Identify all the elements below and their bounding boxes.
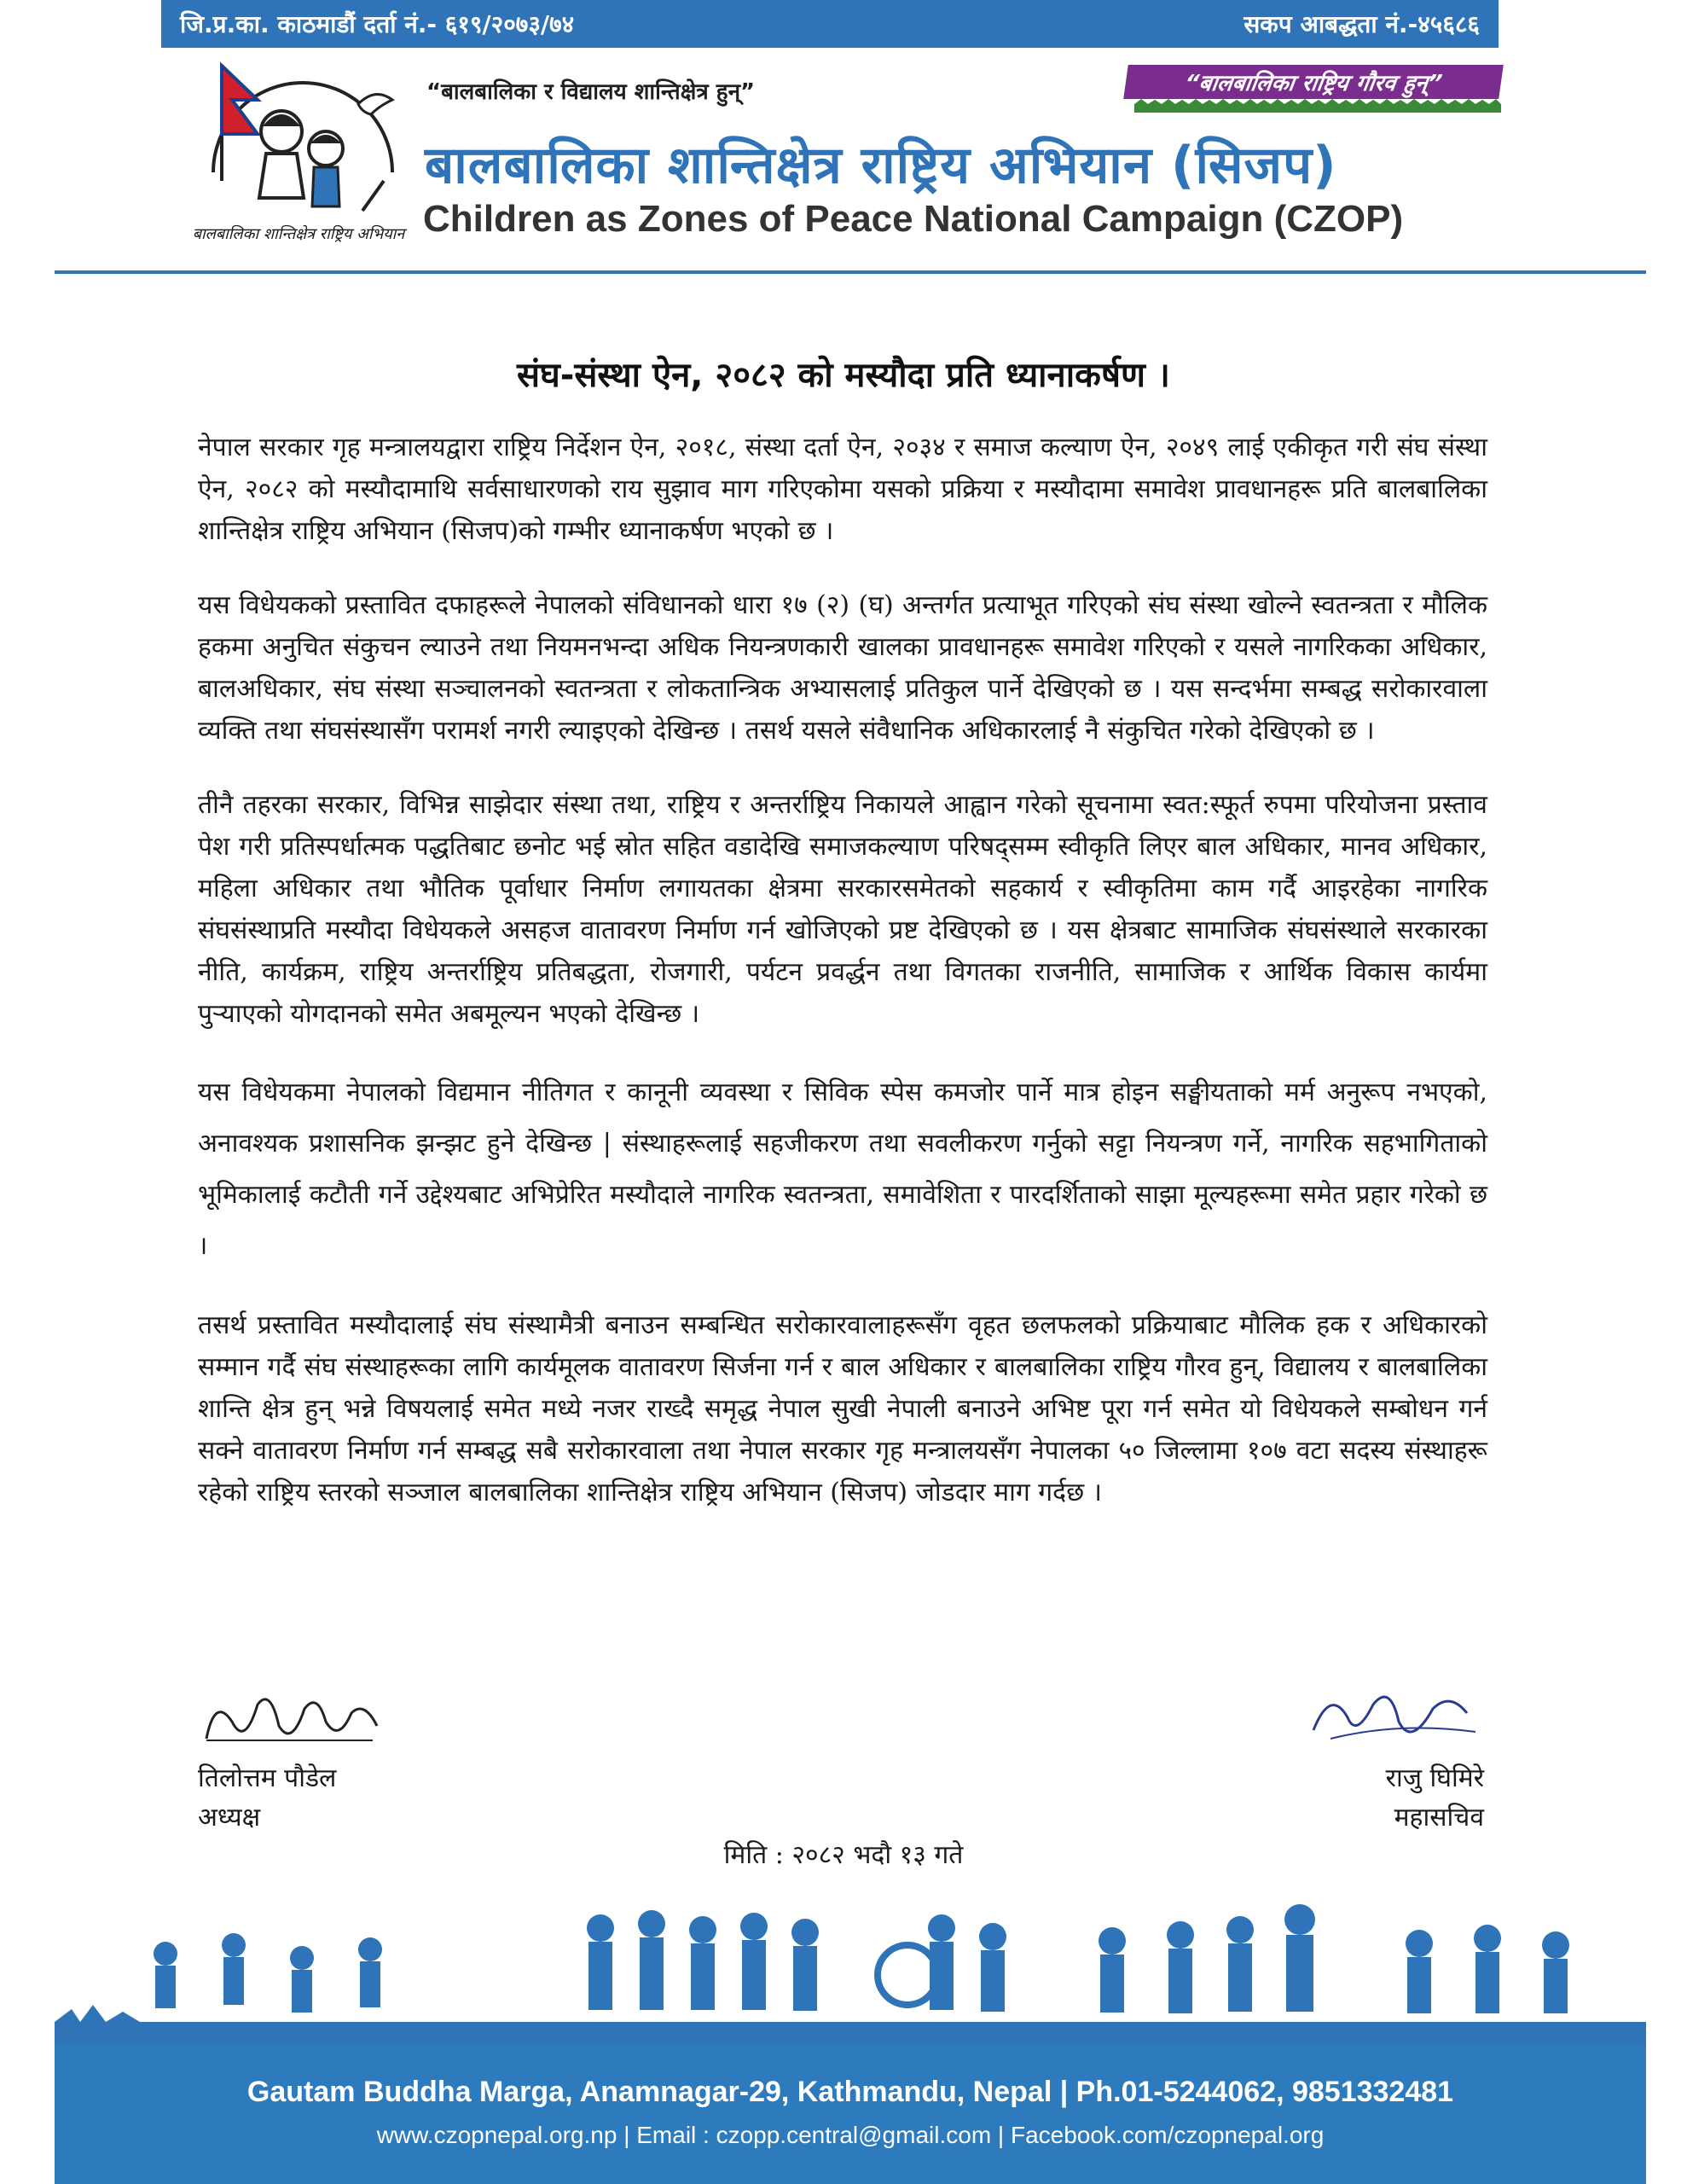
signature-right-icon — [1296, 1679, 1484, 1756]
header-divider — [55, 270, 1646, 274]
registration-bar — [161, 0, 1499, 48]
slogan-right — [1123, 65, 1504, 99]
signatory-left-title: अध्यक्ष — [198, 1803, 261, 1833]
signature-left-icon — [198, 1679, 386, 1756]
registration-right: सकप आबद्धता नं.-४५६८६ — [1244, 10, 1480, 38]
logo-caption: बालबालिका शान्तिक्षेत्र राष्ट्रिय अभियान — [192, 225, 405, 243]
footer-contact-bar — [55, 2043, 1646, 2184]
footer-address: Gautam Buddha Marga, Anamnagar-29, Kathmandu, Nepal | Ph.01-5244062, 9851332481 — [246, 2076, 1454, 2108]
footer-contacts: www.czopnepal.org.np | Email : czopp.central@gmail.com | Facebook.com/czopnepal.org — [376, 2122, 1325, 2148]
signatory-right-name: राजु घिमिरे — [1385, 1763, 1484, 1793]
paragraph-1: नेपाल सरकार गृह मन्त्रालयद्वारा राष्ट्रिय निर्देशन ऐन, २०१८, संस्था दर्ता ऐन, २०३४ र समाज कल्याण ऐन, २०४९ लाई एकीकृत गरी संघ संस्था ऐन, २०८२ को मस्यौदामाथि सर्वसाधारणको राय सुझाव माग गरिएकोमा यसको प्रक्रिया र मस्यौदामा समावेश प्रावधानहरू प्रति बालबालिका शान्तिक्षेत्र राष्ट्रिय अभियान (सिजप)को गम्भीर ध्यानाकर्षण भएको छ । — [198, 433, 1487, 546]
signature-block-right — [1296, 1679, 1484, 1838]
signatory-right-title: महासचिव — [1394, 1803, 1484, 1833]
registration-left: जि.प्र.का. काठमाडौं दर्ता नं.- ६१९/२०७३/७४ — [180, 10, 575, 38]
grass-decoration — [1134, 99, 1501, 113]
paragraph-4: यस विधेयकमा नेपालको विद्यमान नीतिगत र कानूनी व्यवस्था र सिविक स्पेस कमजोर पार्ने मात्र होइन सङ्घीयताको मर्म अनुरूप नभएको, अनावश्यक प्रशासनिक झन्झट हुने देखिन्छ | संस्थाहरूलाई सहजीकरण तथा सवलीकरण गर्नुको सट्टा नियन्त्रण गर्ने, नागरिक सहभागिताको भूमिकालाई कटौती गर्ने उद्देश्यबाट अभिप्रेरित मस्यौदाले नागरिक स्वतन्त्रता, समावेशिता र पारदर्शिताको साझा मूल्यहरूमा समेत प्रहार गरेको छ । — [198, 1077, 1487, 1261]
paragraph-5: तसर्थ प्रस्तावित मस्यौदालाई संघ संस्थामैत्री बनाउन सम्बन्धित सरोकारवालाहरूसँग वृहत छलफलको प्रक्रियाबाट मौलिक हक र अधिकारको सम्मान गर्दै संघ संस्थाहरूका लागि कार्यमूलक वातावरण सिर्जना गर्न र बाल अधिकार र बालबालिका राष्ट्रिय गौरव हुन्, विद्यालय र बालबालिका शान्ति क्षेत्र हुन् भन्ने विषयलाई समेत मध्ये नजर राख्दै समृद्ध नेपाल सुखी नेपाली बनाउने अभिष्ट पूरा गर्न समेत यो विधेयकले सम्बोधन गर्न सक्ने वातावरण निर्माण गर्न सम्बद्ध सबै सरोकारवाला तथा नेपाल सरकार गृह मन्त्रालयसँग नेपालका ५० जिल्लामा १०७ वटा सदस्य संस्थाहरू रहेको राष्ट्रिय स्तरको सञ्जाल बालबालिका शान्तिक्षेत्र राष्ट्रिय अभियान (सिजप) जोडदार माग गर्दछ । — [198, 1310, 1487, 1507]
letter-body — [198, 427, 1487, 1546]
slogan-left: “बालबालिका र विद्यालय शान्तिक्षेत्र हुन्” — [426, 79, 756, 105]
signatory-left-name: तिलोत्तम पौडेल — [198, 1763, 337, 1793]
letter-subject: संघ-संस्था ऐन, २०८२ को मस्यौदा प्रति ध्यानाकर्षण । — [517, 356, 1170, 395]
children-silhouette-decoration — [55, 1894, 1646, 2048]
paragraph-2: यस विधेयकको प्रस्तावित दफाहरूले नेपालको संविधानको धारा १७ (२) (घ) अन्तर्गत प्रत्याभूत गरिएको संघ संस्था खोल्ने स्वतन्त्रता र मौलिक हकमा अनुचित संकुचन ल्याउने तथा नियमनभन्दा अधिक नियन्त्रणकारी खालका प्रावधानहरू समावेश गरिएको र यसले नागरिकका अधिकार, बालअधिकार, संघ संस्था सञ्चालनको स्वतन्त्रता र लोकतान्त्रिक अभ्यासलाई प्रतिकुल पार्ने देखिएको छ । यस सन्दर्भमा सम्बद्ध सरोकारवाला व्यक्ति तथा संघसंस्थासँग परामर्श नगरी ल्याइएको देखिन्छ । तसर्थ यसले संवैधानिक अधिकारलाई नै संकुचित गरेको देखिएको छ । — [198, 590, 1487, 746]
paragraph-3: तीनै तहरका सरकार, विभिन्न साझेदार संस्था तथा, राष्ट्रिय र अन्तर्राष्ट्रिय निकायले आह्वान गरेको सूचनामा स्वत:स्फूर्त रुपमा परियोजना प्रस्ताव पेश गरी प्रतिस्पर्धात्मक पद्धतिबाट छनोट भई स्रोत सहित वडादेखि समाजकल्याण परिषद्सम्म स्वीकृति लिएर बाल अधिकार, मानव अधिकार, महिला अधिकार तथा भौतिक पूर्वाधार निर्माण लगायतका क्षेत्रमा सरकारसमेतको सहकार्य र स्वीकृतिमा काम गर्दै आइरहेका नागरिक संघसंस्थाप्रति मस्यौदा विधेयकले असहज वातावरण निर्माण गर्न खोजिएको प्रष्ट देखिएको छ । यस क्षेत्रबाट सामाजिक संघसंस्थाले सरकारका नीति, कार्यक्रम, राष्ट्रिय अन्तर्राष्ट्रिय प्रतिबद्धता, रोजगारी, पर्यटन प्रवर्द्धन तथा विगतका राजनीति, सामाजिक र आर्थिक विकास कार्यमा पुऱ्याएको योगदानको समेत अबमूल्यन भएको देखिन्छ । — [198, 790, 1487, 1029]
organization-title-english: Children as Zones of Peace National Campaign (CZOP) — [423, 198, 1404, 240]
slogan-right-text: “बालबालिका राष्ट्रिय गौरव हुन्” — [1182, 71, 1444, 96]
signature-block-left — [198, 1679, 386, 1838]
letter-date: मिति : २०८२ भदौ १३ गते — [723, 1840, 964, 1870]
organization-title-nepali: बालबालिका शान्तिक्षेत्र राष्ट्रिय अभियान (सिजप) — [425, 136, 1337, 195]
